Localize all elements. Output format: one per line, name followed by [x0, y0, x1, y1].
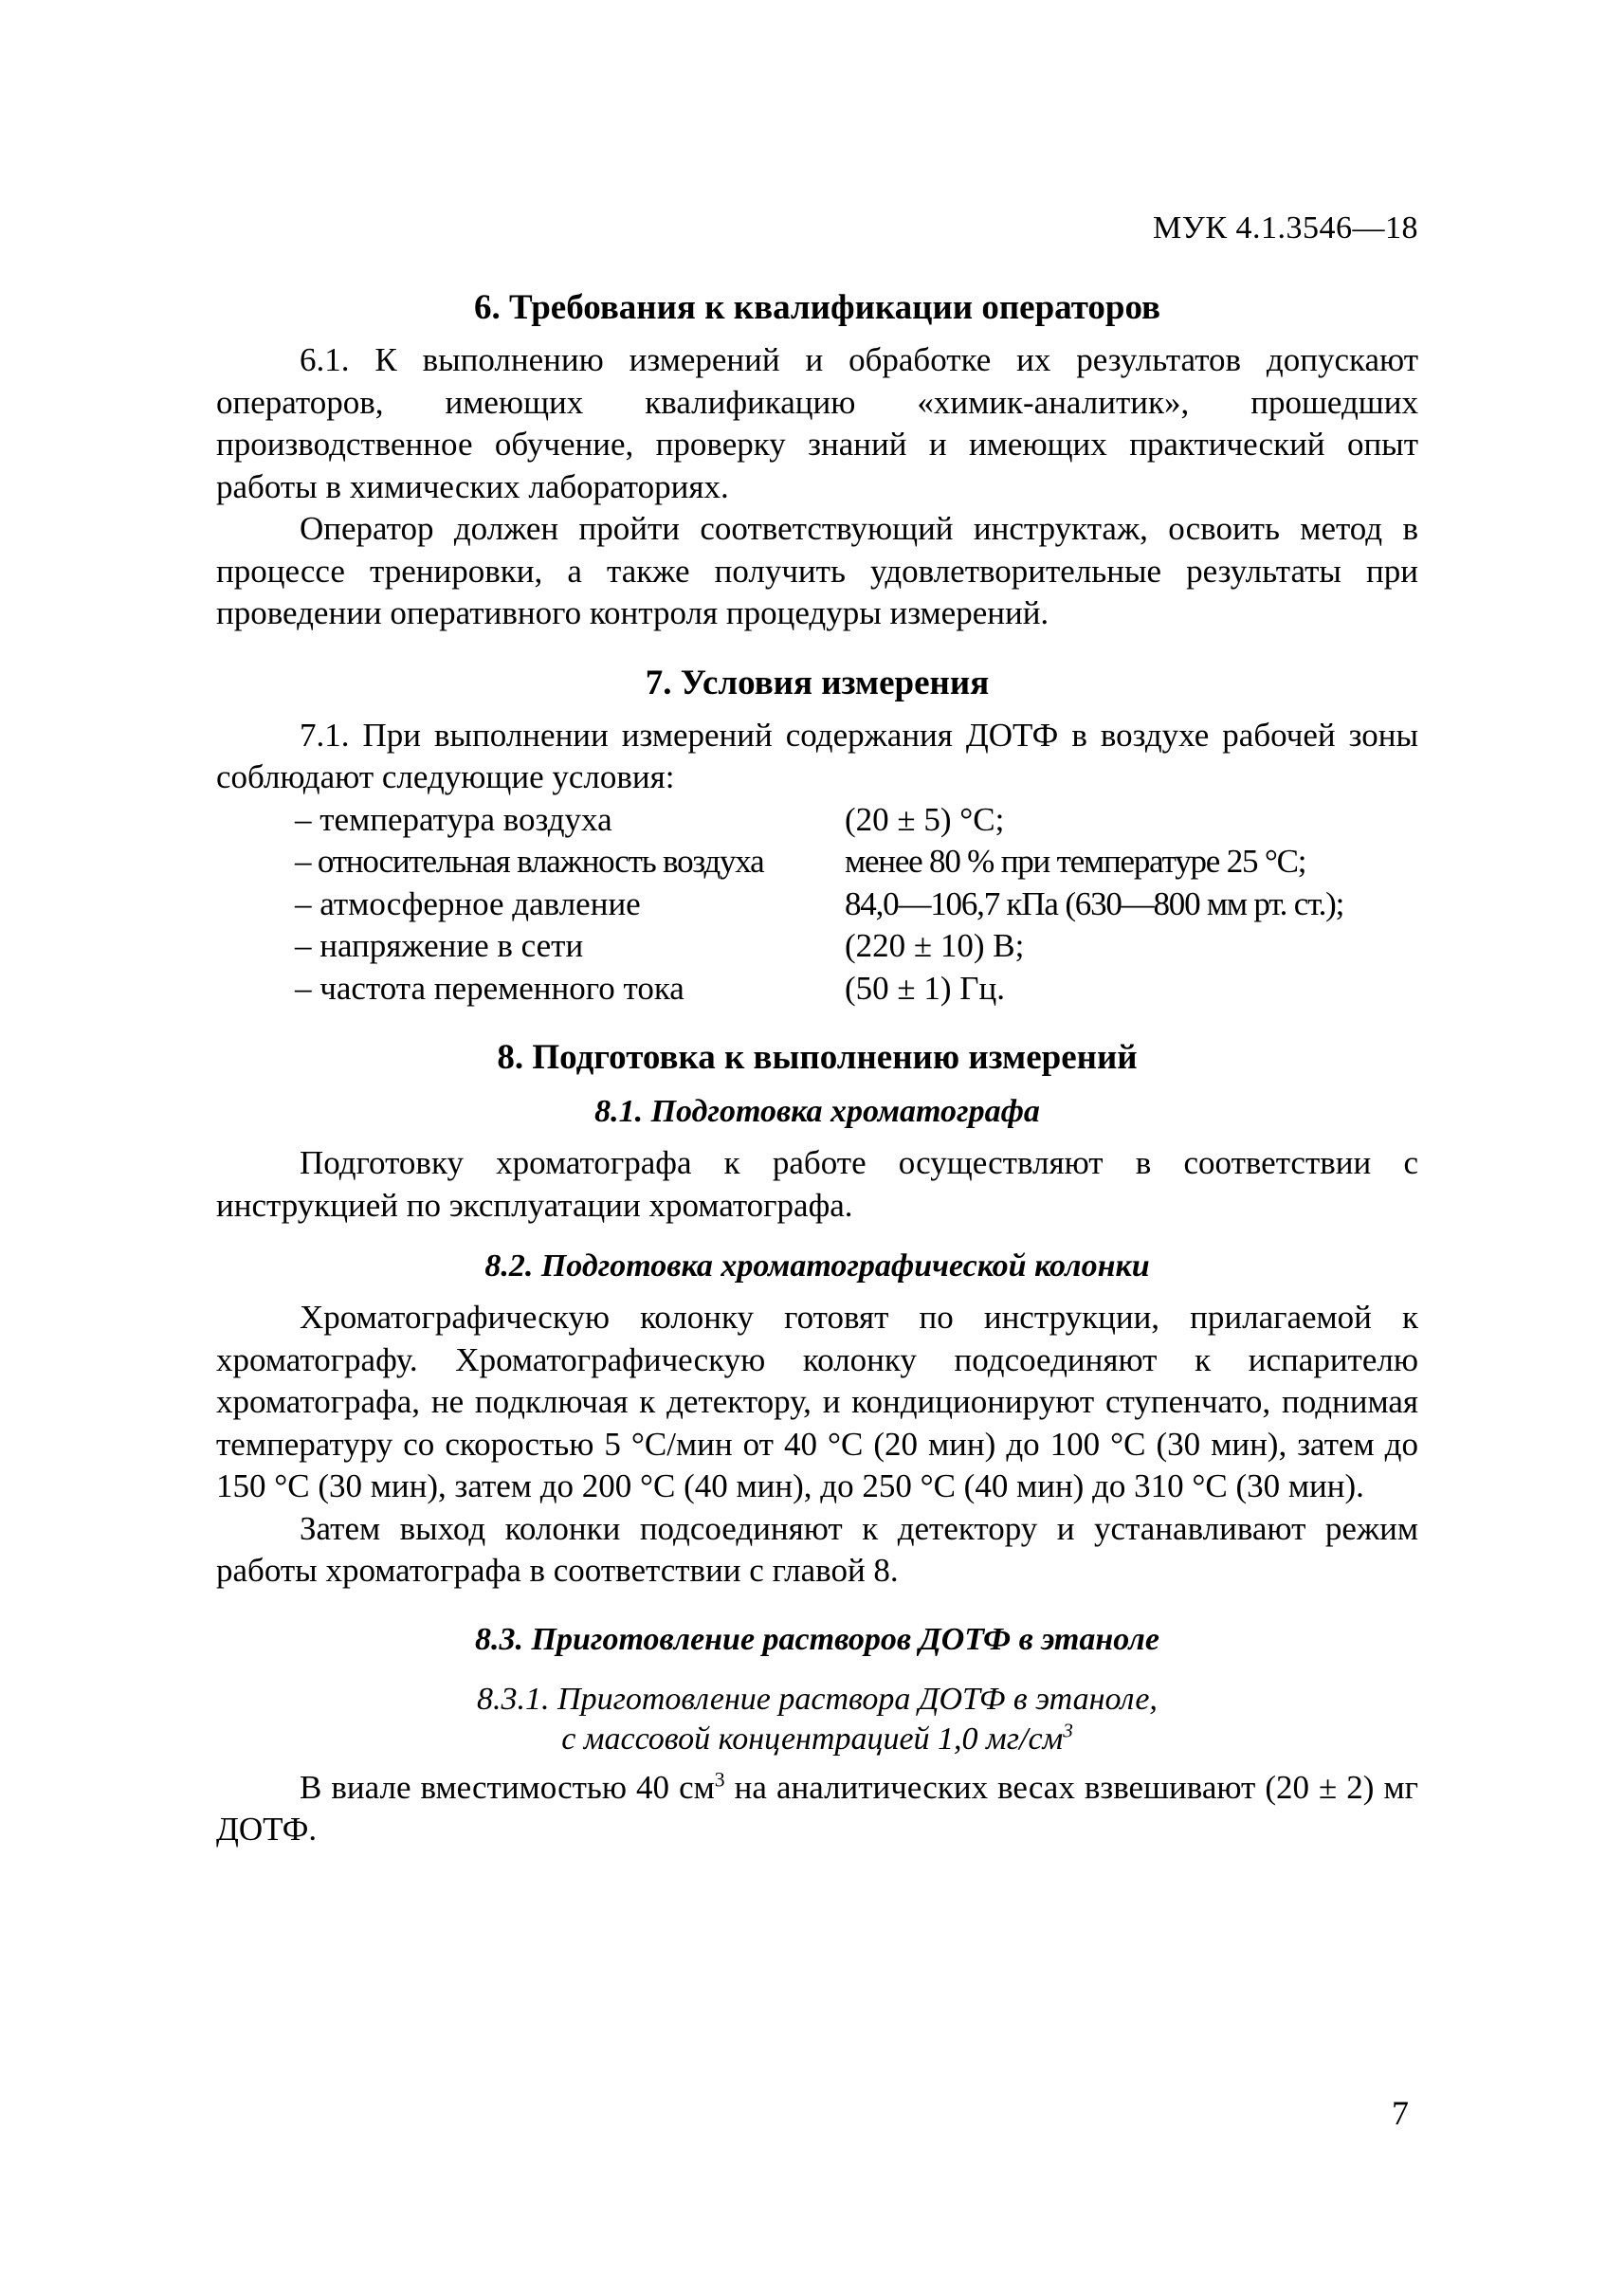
subsection-8-2-title: 8.2. Подготовка хроматографической колонки	[484, 1248, 1150, 1284]
condition-row	[295, 799, 1343, 842]
paragraph-text-part-2: на аналитических весах взвешивают (20 ± 2) мг ДОТФ.	[216, 1768, 1418, 1848]
paragraph-text-part-1: В виале вместимостью 40 см	[300, 1768, 715, 1806]
subsection-8-3-title: 8.3. Приготовление растворов ДОТФ в этаноле	[475, 1621, 1159, 1657]
condition-row	[295, 883, 1343, 926]
section-7-paragraph-1: 7.1. При выполнении измерений содержания ДОТФ в воздухе рабочей зоны соблюдают следующие условия:	[216, 716, 1418, 795]
subsection-8-3-1-title-line1: 8.3.1. Приготовление раствора ДОТФ в этаноле,	[477, 1681, 1158, 1717]
section-8-title: 8. Подготовка к выполнению измерений	[497, 1038, 1138, 1077]
condition-label: – температура воздуха	[295, 800, 612, 838]
subsection-8-1-title: 8.1. Подготовка хроматографа	[594, 1094, 1040, 1129]
condition-value: (220 ± 10) В;	[845, 927, 1025, 964]
condition-row	[295, 968, 1343, 1011]
page-number: 7	[1392, 2094, 1409, 2132]
condition-row	[295, 925, 1343, 968]
section-6-paragraph-2: Оператор должен пройти соответствующий инструктаж, освоить метод в процессе тренировки, а также получить удовлетворительные результаты при проведении оперативного контроля процедуры измерений.	[216, 510, 1418, 631]
section-6-paragraph-1: 6.1. К выполнению измерений и обработке их результатов допускают операторов, имеющих квалификацию «химик-аналитик», прошедших производственное обучение, проверку знаний и имеющих практический опыт работы в химических лабораториях.	[216, 341, 1418, 505]
condition-value: (20 ± 5) °С;	[845, 800, 1005, 838]
subsection-8-3-1-paragraph	[216, 1767, 1418, 1851]
document-code: МУК 4.1.3546—18	[1153, 210, 1418, 246]
condition-label: – относительная влажность воздуха	[295, 843, 764, 880]
document-body	[216, 284, 1418, 1851]
subsection-8-2-paragraph-1: Хроматографическую колонку готовят по инструкции, прилагаемой к хроматографу. Хроматографическую колонку подсоединяют к испарителю хроматографа, не подключая к детектору, и кондиционируют ступенчато, поднимая температуру со скоростью 5 °С/мин от 40 °С (20 мин) до 100 °С (30 мин), затем до 150 °С (30 мин), затем до 200 °С (40 мин), до 250 °С (40 мин) до 310 °С (30 мин).	[216, 1299, 1418, 1504]
superscript: 3	[714, 1767, 725, 1791]
section-7-title: 7. Условия измерения	[645, 663, 990, 702]
condition-value: 84,0—106,7 кПа (630—800 мм рт. ст.);	[845, 884, 1344, 922]
section-6-title: 6. Требования к квалификации операторов	[473, 288, 1161, 327]
condition-value: менее 80 % при температуре 25 °С;	[845, 843, 1306, 880]
subsection-8-3-1-title-line2: с массовой концентрацией 1,0 мг/см	[561, 1721, 1064, 1757]
condition-label: – атмосферное давление	[295, 884, 641, 922]
superscript: 3	[1063, 1719, 1073, 1742]
condition-value: (50 ± 1) Гц.	[845, 969, 1005, 1007]
condition-label: – частота переменного тока	[295, 969, 684, 1007]
condition-row	[295, 841, 1343, 883]
condition-label: – напряжение в сети	[295, 927, 584, 964]
subsection-8-2-paragraph-2: Затем выход колонки подсоединяют к детектору и устанавливают режим работы хроматографа в соответствии с главой 8.	[216, 1509, 1418, 1589]
subsection-8-3-1-title	[216, 1680, 1418, 1759]
subsection-8-1-paragraph: Подготовку хроматографа к работе осуществляют в соответствии с инструкцией по эксплуатации хроматографа.	[216, 1144, 1418, 1224]
conditions-table	[295, 799, 1343, 1011]
